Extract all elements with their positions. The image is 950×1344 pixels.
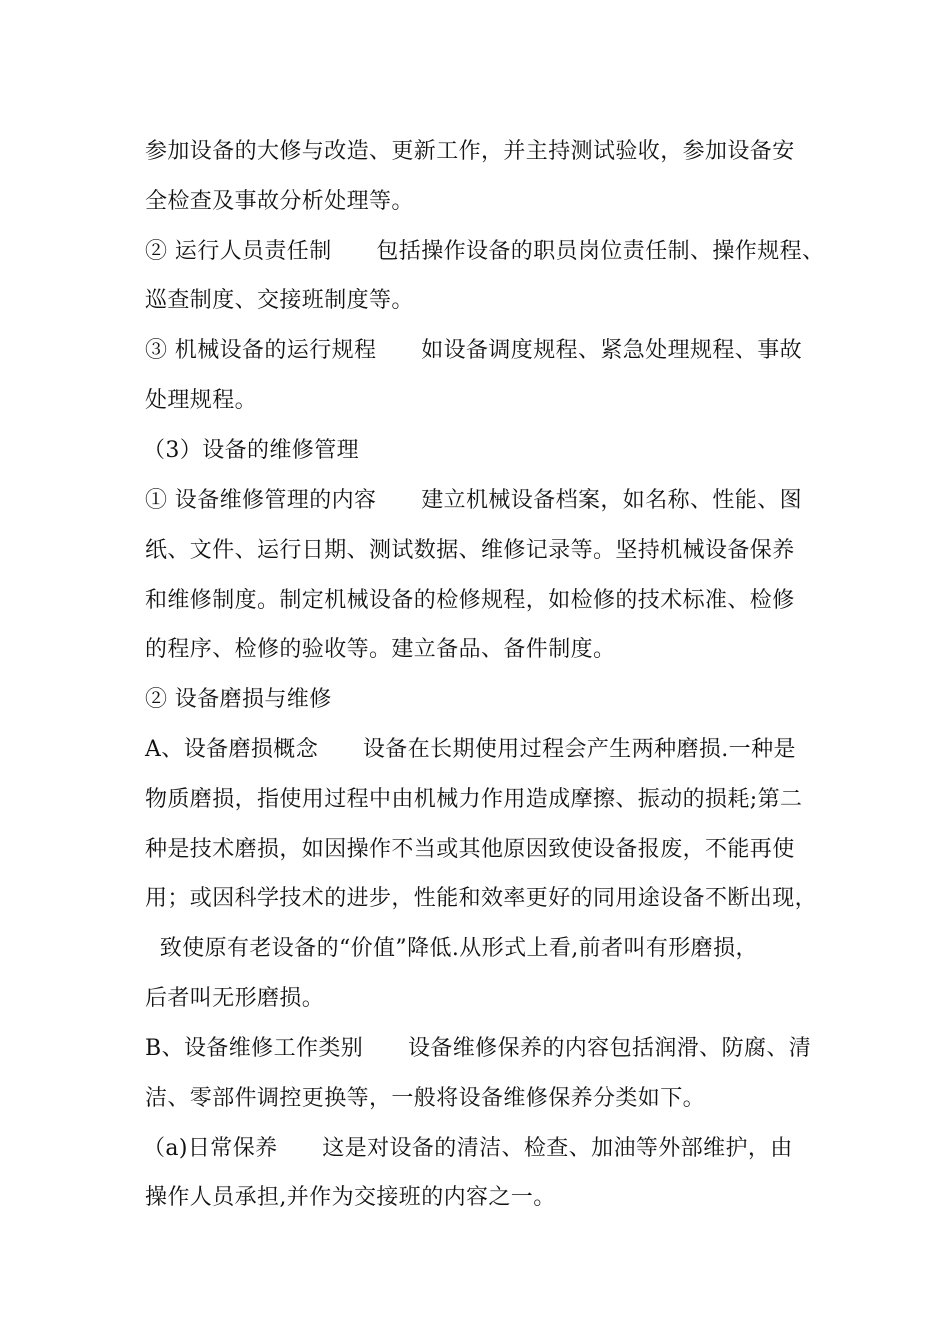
text-line: （a)日常保养 这是对设备的清洁、检查、加油等外部维护，由 [143,1136,793,1161]
text-line: 处理规程。 [145,388,258,413]
text-line: ③ 机械设备的运行规程 如设备调度规程、紧急处理规程、事故 [145,338,802,363]
text-line: ① 设备维修管理的内容 建立机械设备档案，如名称、性能、图 [145,488,802,513]
text-line: 用；或因科学技术的进步，性能和效率更好的同用途设备不断出现， [145,886,818,911]
text-line: A、设备磨损概念 设备在长期使用过程会产生两种磨损.一种是 [145,737,796,762]
text-line: 的程序、检修的验收等。建立备品、备件制度。 [145,637,616,662]
text-line: 致使原有老设备的“价值”降低.从形式上看,前者叫有形磨损， [145,936,758,961]
text-line: ② 设备磨损与维修 [145,687,332,712]
text-line: 物质磨损，指使用过程中由机械力作用造成摩擦、振动的损耗;第二 [145,787,803,812]
text-line: 全检查及事故分析处理等。 [145,189,414,214]
text-line: 种是技术磨损，如因操作不当或其他原因致使设备报废，不能再使 [145,837,795,862]
text-line: 洁、零部件调控更换等，一般将设备维修保养分类如下。 [145,1086,706,1111]
text-line: 后者叫无形磨损。 [145,986,325,1011]
text-line: 操作人员承担,并作为交接班的内容之一。 [145,1185,556,1210]
text-line: 纸、文件、运行日期、测试数据、维修记录等。坚持机械设备保养 [145,538,795,563]
text-line: 参加设备的大修与改造、更新工作，并主持测试验收，参加设备安 [145,139,795,164]
text-line: 巡查制度、交接班制度等。 [145,288,414,313]
text-line: 和维修制度。制定机械设备的检修规程，如检修的技术标准、检修 [145,588,795,613]
section-heading: （3）设备的维修管理 [143,438,359,463]
text-line: ② 运行人员责任制 包括操作设备的职员岗位责任制、操作规程、 [145,239,825,264]
text-line: B、设备维修工作类别 设备维修保养的内容包括润滑、防腐、清 [145,1036,812,1061]
